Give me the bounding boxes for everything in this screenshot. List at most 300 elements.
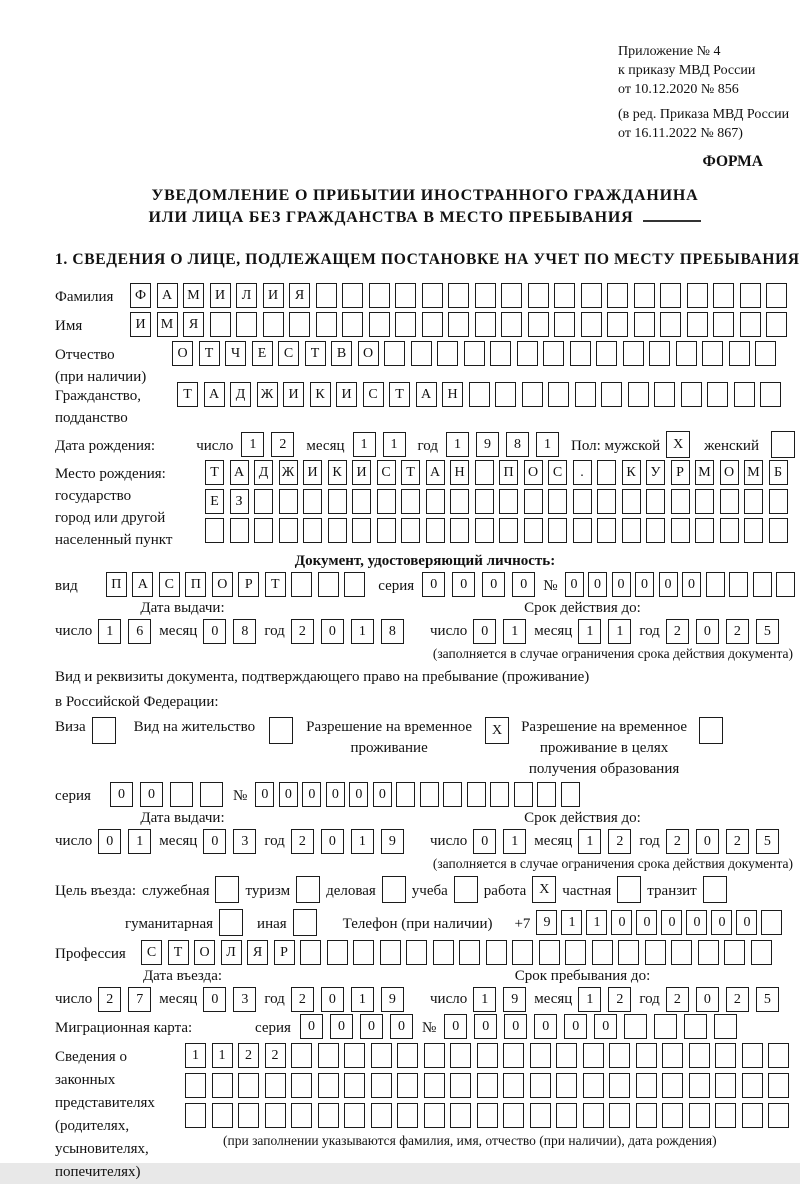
char-cell[interactable] bbox=[768, 1043, 789, 1068]
char-cell[interactable]: 8 bbox=[233, 619, 256, 644]
char-cell[interactable] bbox=[662, 1103, 683, 1128]
residence-issue-month-field[interactable] bbox=[203, 829, 256, 854]
char-cell[interactable] bbox=[300, 940, 321, 965]
char-cell[interactable]: 9 bbox=[536, 910, 557, 935]
char-cell[interactable]: 1 bbox=[473, 987, 496, 1012]
char-cell[interactable] bbox=[265, 1103, 286, 1128]
identity-number-field[interactable] bbox=[565, 572, 796, 597]
char-cell[interactable] bbox=[490, 782, 509, 807]
char-cell[interactable]: 9 bbox=[381, 829, 404, 854]
purpose-humanitarian-checkbox[interactable] bbox=[219, 909, 243, 936]
char-cell[interactable]: Я bbox=[183, 312, 204, 337]
char-cell[interactable]: 1 bbox=[578, 619, 601, 644]
checkbox-cell[interactable] bbox=[296, 876, 320, 903]
char-cell[interactable]: 0 bbox=[255, 782, 274, 807]
char-cell[interactable] bbox=[450, 489, 469, 514]
char-cell[interactable]: С bbox=[141, 940, 162, 965]
char-cell[interactable] bbox=[200, 782, 223, 807]
char-cell[interactable] bbox=[681, 382, 702, 407]
char-cell[interactable]: 0 bbox=[98, 829, 121, 854]
char-cell[interactable]: К bbox=[622, 460, 641, 485]
char-cell[interactable] bbox=[702, 341, 723, 366]
char-cell[interactable]: А bbox=[416, 382, 437, 407]
char-cell[interactable]: 2 bbox=[726, 829, 749, 854]
char-cell[interactable] bbox=[768, 1103, 789, 1128]
char-cell[interactable] bbox=[740, 283, 761, 308]
checkbox-cell[interactable]: X bbox=[485, 717, 509, 744]
char-cell[interactable]: 2 bbox=[291, 619, 314, 644]
char-cell[interactable] bbox=[291, 1103, 312, 1128]
char-cell[interactable] bbox=[448, 283, 469, 308]
char-cell[interactable] bbox=[528, 283, 549, 308]
char-cell[interactable] bbox=[744, 489, 763, 514]
char-cell[interactable]: Р bbox=[274, 940, 295, 965]
char-cell[interactable] bbox=[575, 382, 596, 407]
birth-month-field[interactable] bbox=[353, 432, 406, 457]
char-cell[interactable] bbox=[401, 489, 420, 514]
char-cell[interactable]: 1 bbox=[351, 829, 374, 854]
char-cell[interactable] bbox=[684, 1014, 707, 1039]
char-cell[interactable] bbox=[318, 572, 339, 597]
identity-valid-month-field[interactable] bbox=[578, 619, 631, 644]
char-cell[interactable]: 5 bbox=[756, 987, 779, 1012]
char-cell[interactable] bbox=[713, 312, 734, 337]
char-cell[interactable]: 0 bbox=[422, 572, 445, 597]
char-cell[interactable] bbox=[397, 1103, 418, 1128]
char-cell[interactable] bbox=[624, 1014, 647, 1039]
char-cell[interactable]: 5 bbox=[756, 619, 779, 644]
char-cell[interactable] bbox=[477, 1043, 498, 1068]
char-cell[interactable]: 0 bbox=[474, 1014, 497, 1039]
char-cell[interactable] bbox=[597, 460, 616, 485]
char-cell[interactable]: 2 bbox=[291, 987, 314, 1012]
char-cell[interactable] bbox=[377, 518, 396, 543]
residence-valid-day-field[interactable] bbox=[473, 829, 526, 854]
char-cell[interactable] bbox=[475, 489, 494, 514]
char-cell[interactable] bbox=[426, 489, 445, 514]
char-cell[interactable] bbox=[618, 940, 639, 965]
char-cell[interactable]: Ч bbox=[225, 341, 246, 366]
char-cell[interactable]: 0 bbox=[326, 782, 345, 807]
char-cell[interactable]: С bbox=[159, 572, 180, 597]
char-cell[interactable]: М bbox=[744, 460, 763, 485]
char-cell[interactable]: В bbox=[331, 341, 352, 366]
char-cell[interactable] bbox=[636, 1073, 657, 1098]
char-cell[interactable]: 0 bbox=[140, 782, 163, 807]
char-cell[interactable]: 1 bbox=[128, 829, 151, 854]
char-cell[interactable] bbox=[742, 1103, 763, 1128]
char-cell[interactable]: Т bbox=[168, 940, 189, 965]
char-cell[interactable] bbox=[609, 1073, 630, 1098]
char-cell[interactable]: Л bbox=[221, 940, 242, 965]
char-cell[interactable] bbox=[734, 382, 755, 407]
char-cell[interactable]: 2 bbox=[666, 619, 689, 644]
char-cell[interactable] bbox=[517, 341, 538, 366]
char-cell[interactable] bbox=[501, 283, 522, 308]
char-cell[interactable] bbox=[554, 283, 575, 308]
char-cell[interactable]: Е bbox=[252, 341, 273, 366]
char-cell[interactable] bbox=[548, 382, 569, 407]
char-cell[interactable]: О bbox=[358, 341, 379, 366]
char-cell[interactable] bbox=[548, 489, 567, 514]
purpose-transit-checkbox[interactable] bbox=[703, 876, 727, 903]
char-cell[interactable] bbox=[238, 1103, 259, 1128]
patronymic-field[interactable] bbox=[172, 341, 776, 366]
char-cell[interactable] bbox=[689, 1103, 710, 1128]
char-cell[interactable] bbox=[769, 489, 788, 514]
char-cell[interactable] bbox=[475, 283, 496, 308]
char-cell[interactable]: 0 bbox=[360, 1014, 383, 1039]
char-cell[interactable] bbox=[530, 1073, 551, 1098]
char-cell[interactable]: . bbox=[573, 460, 592, 485]
char-cell[interactable]: З bbox=[230, 489, 249, 514]
profession-field[interactable] bbox=[141, 940, 772, 965]
char-cell[interactable]: И bbox=[130, 312, 151, 337]
char-cell[interactable]: 0 bbox=[696, 619, 719, 644]
char-cell[interactable] bbox=[634, 312, 655, 337]
char-cell[interactable] bbox=[556, 1043, 577, 1068]
char-cell[interactable] bbox=[565, 940, 586, 965]
char-cell[interactable]: 1 bbox=[503, 619, 526, 644]
char-cell[interactable] bbox=[475, 460, 494, 485]
purpose-business-checkbox[interactable] bbox=[382, 876, 406, 903]
char-cell[interactable]: 0 bbox=[594, 1014, 617, 1039]
char-cell[interactable]: 0 bbox=[564, 1014, 587, 1039]
char-cell[interactable] bbox=[628, 382, 649, 407]
char-cell[interactable]: 3 bbox=[233, 829, 256, 854]
char-cell[interactable] bbox=[344, 1043, 365, 1068]
char-cell[interactable] bbox=[654, 1014, 677, 1039]
char-cell[interactable]: 2 bbox=[726, 619, 749, 644]
char-cell[interactable] bbox=[561, 782, 580, 807]
char-cell[interactable]: С bbox=[377, 460, 396, 485]
char-cell[interactable] bbox=[539, 940, 560, 965]
char-cell[interactable] bbox=[328, 518, 347, 543]
char-cell[interactable] bbox=[316, 283, 337, 308]
migration-number-field[interactable] bbox=[444, 1014, 737, 1039]
char-cell[interactable] bbox=[707, 382, 728, 407]
char-cell[interactable] bbox=[342, 283, 363, 308]
char-cell[interactable] bbox=[581, 283, 602, 308]
char-cell[interactable] bbox=[384, 341, 405, 366]
char-cell[interactable] bbox=[318, 1043, 339, 1068]
char-cell[interactable]: 0 bbox=[661, 910, 682, 935]
char-cell[interactable]: 0 bbox=[349, 782, 368, 807]
char-cell[interactable]: 0 bbox=[203, 987, 226, 1012]
char-cell[interactable] bbox=[660, 312, 681, 337]
char-cell[interactable]: С bbox=[278, 341, 299, 366]
char-cell[interactable]: А bbox=[204, 382, 225, 407]
entry-month-field[interactable] bbox=[203, 987, 256, 1012]
char-cell[interactable] bbox=[530, 1103, 551, 1128]
char-cell[interactable]: 1 bbox=[608, 619, 631, 644]
char-cell[interactable]: 1 bbox=[586, 910, 607, 935]
char-cell[interactable] bbox=[291, 1073, 312, 1098]
char-cell[interactable]: 0 bbox=[302, 782, 321, 807]
char-cell[interactable] bbox=[437, 341, 458, 366]
checkbox-cell[interactable]: X bbox=[532, 876, 556, 903]
char-cell[interactable] bbox=[671, 489, 690, 514]
char-cell[interactable]: 0 bbox=[110, 782, 133, 807]
char-cell[interactable]: 0 bbox=[473, 619, 496, 644]
char-cell[interactable]: 9 bbox=[503, 987, 526, 1012]
char-cell[interactable] bbox=[443, 782, 462, 807]
char-cell[interactable]: 9 bbox=[476, 432, 499, 457]
char-cell[interactable]: 0 bbox=[321, 829, 344, 854]
char-cell[interactable] bbox=[395, 312, 416, 337]
char-cell[interactable] bbox=[318, 1103, 339, 1128]
char-cell[interactable]: 0 bbox=[373, 782, 392, 807]
char-cell[interactable]: 1 bbox=[98, 619, 121, 644]
char-cell[interactable]: 1 bbox=[351, 987, 374, 1012]
char-cell[interactable] bbox=[477, 1073, 498, 1098]
char-cell[interactable]: Т bbox=[389, 382, 410, 407]
char-cell[interactable]: М bbox=[183, 283, 204, 308]
char-cell[interactable]: О bbox=[212, 572, 233, 597]
char-cell[interactable] bbox=[371, 1103, 392, 1128]
char-cell[interactable] bbox=[433, 940, 454, 965]
char-cell[interactable] bbox=[548, 518, 567, 543]
char-cell[interactable]: 1 bbox=[446, 432, 469, 457]
char-cell[interactable]: Я bbox=[289, 283, 310, 308]
char-cell[interactable]: 0 bbox=[565, 572, 584, 597]
sex-female-checkbox[interactable] bbox=[771, 431, 795, 458]
migration-series-field[interactable] bbox=[300, 1014, 413, 1039]
char-cell[interactable]: 0 bbox=[512, 572, 535, 597]
char-cell[interactable] bbox=[537, 782, 556, 807]
checkbox-cell[interactable] bbox=[92, 717, 116, 744]
residence-issue-day-field[interactable] bbox=[98, 829, 151, 854]
char-cell[interactable]: Р bbox=[238, 572, 259, 597]
char-cell[interactable]: Т bbox=[199, 341, 220, 366]
char-cell[interactable] bbox=[422, 312, 443, 337]
char-cell[interactable] bbox=[724, 940, 745, 965]
char-cell[interactable]: 0 bbox=[444, 1014, 467, 1039]
checkbox-cell[interactable] bbox=[382, 876, 406, 903]
char-cell[interactable] bbox=[609, 1103, 630, 1128]
char-cell[interactable]: 1 bbox=[241, 432, 264, 457]
char-cell[interactable] bbox=[424, 1043, 445, 1068]
char-cell[interactable]: М bbox=[695, 460, 714, 485]
char-cell[interactable] bbox=[676, 341, 697, 366]
char-cell[interactable]: А bbox=[230, 460, 249, 485]
char-cell[interactable]: 0 bbox=[321, 987, 344, 1012]
char-cell[interactable] bbox=[503, 1073, 524, 1098]
char-cell[interactable] bbox=[622, 518, 641, 543]
char-cell[interactable]: И bbox=[210, 283, 231, 308]
char-cell[interactable] bbox=[459, 940, 480, 965]
char-cell[interactable]: О bbox=[172, 341, 193, 366]
char-cell[interactable]: К bbox=[310, 382, 331, 407]
char-cell[interactable] bbox=[426, 518, 445, 543]
char-cell[interactable]: 0 bbox=[300, 1014, 323, 1039]
char-cell[interactable]: 1 bbox=[351, 619, 374, 644]
char-cell[interactable]: 1 bbox=[536, 432, 559, 457]
char-cell[interactable]: А bbox=[426, 460, 445, 485]
char-cell[interactable]: 0 bbox=[611, 910, 632, 935]
char-cell[interactable] bbox=[715, 1073, 736, 1098]
purpose-study-checkbox[interactable] bbox=[454, 876, 478, 903]
char-cell[interactable] bbox=[695, 489, 714, 514]
char-cell[interactable] bbox=[395, 283, 416, 308]
char-cell[interactable] bbox=[499, 518, 518, 543]
birth-year-field[interactable] bbox=[446, 432, 559, 457]
char-cell[interactable] bbox=[464, 341, 485, 366]
char-cell[interactable]: 0 bbox=[390, 1014, 413, 1039]
char-cell[interactable] bbox=[185, 1103, 206, 1128]
char-cell[interactable] bbox=[729, 341, 750, 366]
stay-month-field[interactable] bbox=[578, 987, 631, 1012]
char-cell[interactable]: Ф bbox=[130, 283, 151, 308]
identity-valid-day-field[interactable] bbox=[473, 619, 526, 644]
char-cell[interactable] bbox=[634, 283, 655, 308]
char-cell[interactable] bbox=[766, 283, 787, 308]
char-cell[interactable] bbox=[469, 382, 490, 407]
char-cell[interactable] bbox=[607, 312, 628, 337]
char-cell[interactable] bbox=[583, 1043, 604, 1068]
char-cell[interactable]: 0 bbox=[279, 782, 298, 807]
char-cell[interactable] bbox=[645, 940, 666, 965]
char-cell[interactable]: 3 bbox=[233, 987, 256, 1012]
char-cell[interactable] bbox=[450, 1103, 471, 1128]
char-cell[interactable]: 1 bbox=[353, 432, 376, 457]
char-cell[interactable]: Е bbox=[205, 489, 224, 514]
residence-issue-year-field[interactable] bbox=[291, 829, 404, 854]
purpose-tourism-checkbox[interactable] bbox=[296, 876, 320, 903]
char-cell[interactable] bbox=[636, 1103, 657, 1128]
char-cell[interactable] bbox=[344, 572, 365, 597]
char-cell[interactable] bbox=[486, 940, 507, 965]
char-cell[interactable] bbox=[689, 1073, 710, 1098]
char-cell[interactable] bbox=[622, 489, 641, 514]
birth-day-field[interactable] bbox=[241, 432, 294, 457]
char-cell[interactable] bbox=[411, 341, 432, 366]
char-cell[interactable] bbox=[396, 782, 415, 807]
char-cell[interactable] bbox=[714, 1014, 737, 1039]
char-cell[interactable] bbox=[344, 1073, 365, 1098]
char-cell[interactable] bbox=[236, 312, 257, 337]
birth-place-row-2[interactable] bbox=[205, 489, 788, 514]
char-cell[interactable] bbox=[522, 382, 543, 407]
char-cell[interactable] bbox=[291, 1043, 312, 1068]
char-cell[interactable] bbox=[467, 782, 486, 807]
char-cell[interactable] bbox=[524, 489, 543, 514]
char-cell[interactable]: 0 bbox=[686, 910, 707, 935]
char-cell[interactable] bbox=[263, 312, 284, 337]
char-cell[interactable]: 0 bbox=[330, 1014, 353, 1039]
char-cell[interactable] bbox=[210, 312, 231, 337]
char-cell[interactable] bbox=[377, 489, 396, 514]
char-cell[interactable]: Б bbox=[769, 460, 788, 485]
char-cell[interactable] bbox=[649, 341, 670, 366]
surname-field[interactable] bbox=[130, 283, 787, 308]
char-cell[interactable] bbox=[543, 341, 564, 366]
identity-series-field[interactable] bbox=[422, 572, 535, 597]
char-cell[interactable] bbox=[344, 1103, 365, 1128]
char-cell[interactable] bbox=[289, 312, 310, 337]
visa-checkbox[interactable] bbox=[92, 717, 116, 744]
char-cell[interactable]: К bbox=[328, 460, 347, 485]
char-cell[interactable]: У bbox=[646, 460, 665, 485]
checkbox-cell[interactable] bbox=[617, 876, 641, 903]
char-cell[interactable]: 0 bbox=[736, 910, 757, 935]
char-cell[interactable]: 0 bbox=[588, 572, 607, 597]
char-cell[interactable] bbox=[353, 940, 374, 965]
char-cell[interactable] bbox=[371, 1073, 392, 1098]
char-cell[interactable] bbox=[212, 1073, 233, 1098]
char-cell[interactable]: 2 bbox=[238, 1043, 259, 1068]
char-cell[interactable]: Я bbox=[247, 940, 268, 965]
char-cell[interactable]: О bbox=[720, 460, 739, 485]
identity-issue-month-field[interactable] bbox=[203, 619, 256, 644]
char-cell[interactable] bbox=[528, 312, 549, 337]
char-cell[interactable] bbox=[254, 518, 273, 543]
char-cell[interactable]: 1 bbox=[185, 1043, 206, 1068]
identity-kind-field[interactable] bbox=[106, 572, 366, 597]
char-cell[interactable] bbox=[501, 312, 522, 337]
char-cell[interactable] bbox=[695, 518, 714, 543]
char-cell[interactable]: 1 bbox=[578, 829, 601, 854]
char-cell[interactable] bbox=[495, 382, 516, 407]
char-cell[interactable] bbox=[573, 518, 592, 543]
char-cell[interactable] bbox=[328, 489, 347, 514]
char-cell[interactable] bbox=[397, 1043, 418, 1068]
checkbox-cell[interactable] bbox=[219, 909, 243, 936]
char-cell[interactable] bbox=[185, 1073, 206, 1098]
char-cell[interactable] bbox=[279, 518, 298, 543]
char-cell[interactable]: 2 bbox=[291, 829, 314, 854]
char-cell[interactable]: И bbox=[283, 382, 304, 407]
char-cell[interactable] bbox=[352, 489, 371, 514]
char-cell[interactable] bbox=[406, 940, 427, 965]
char-cell[interactable] bbox=[596, 341, 617, 366]
char-cell[interactable] bbox=[760, 382, 781, 407]
char-cell[interactable] bbox=[581, 312, 602, 337]
char-cell[interactable]: И bbox=[352, 460, 371, 485]
char-cell[interactable]: 8 bbox=[506, 432, 529, 457]
char-cell[interactable] bbox=[342, 312, 363, 337]
char-cell[interactable] bbox=[660, 283, 681, 308]
char-cell[interactable] bbox=[475, 518, 494, 543]
representatives-row-2[interactable] bbox=[185, 1073, 789, 1098]
char-cell[interactable] bbox=[592, 940, 613, 965]
char-cell[interactable] bbox=[601, 382, 622, 407]
checkbox-cell[interactable] bbox=[293, 909, 317, 936]
char-cell[interactable] bbox=[503, 1043, 524, 1068]
char-cell[interactable]: 0 bbox=[612, 572, 631, 597]
char-cell[interactable] bbox=[490, 341, 511, 366]
char-cell[interactable] bbox=[768, 1073, 789, 1098]
residence-series-field[interactable] bbox=[110, 782, 223, 807]
char-cell[interactable]: Р bbox=[671, 460, 690, 485]
char-cell[interactable]: И bbox=[303, 460, 322, 485]
char-cell[interactable]: С bbox=[363, 382, 384, 407]
char-cell[interactable] bbox=[422, 283, 443, 308]
given-name-field[interactable] bbox=[130, 312, 787, 337]
char-cell[interactable]: Т bbox=[177, 382, 198, 407]
purpose-work-checkbox[interactable] bbox=[532, 876, 556, 903]
char-cell[interactable] bbox=[554, 312, 575, 337]
char-cell[interactable] bbox=[205, 518, 224, 543]
char-cell[interactable]: 7 bbox=[128, 987, 151, 1012]
sex-male-checkbox[interactable] bbox=[666, 431, 690, 458]
char-cell[interactable] bbox=[573, 489, 592, 514]
char-cell[interactable] bbox=[254, 489, 273, 514]
char-cell[interactable]: С bbox=[548, 460, 567, 485]
char-cell[interactable]: 2 bbox=[608, 829, 631, 854]
char-cell[interactable]: Т bbox=[205, 460, 224, 485]
char-cell[interactable] bbox=[646, 518, 665, 543]
